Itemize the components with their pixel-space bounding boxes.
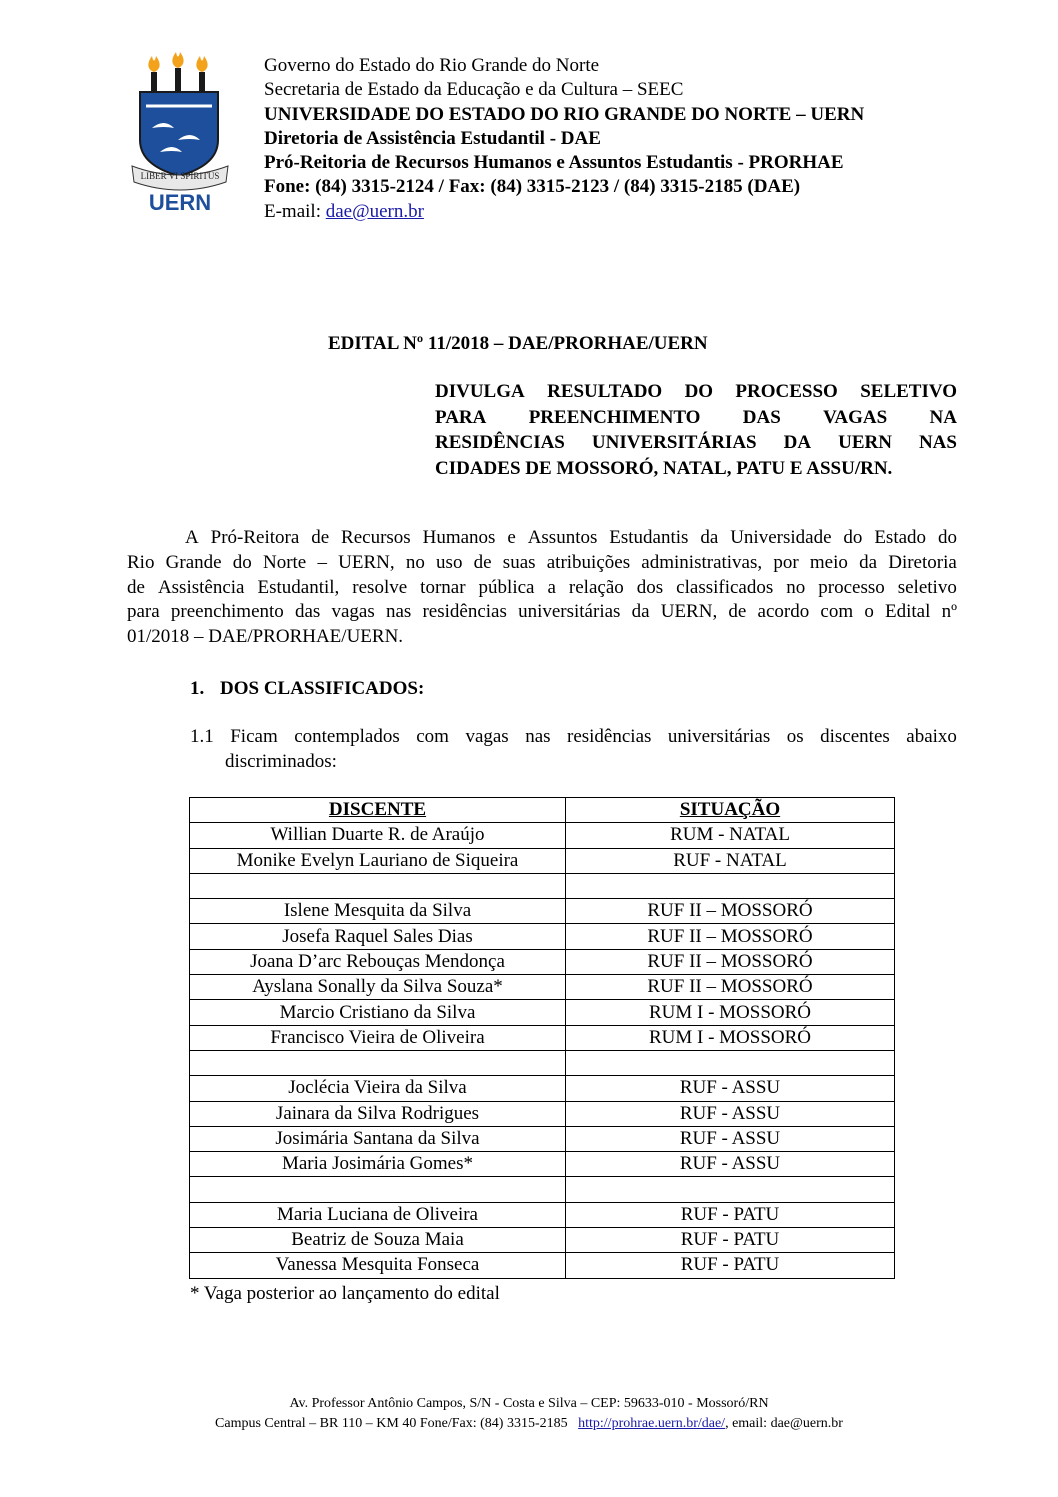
table-row (190, 1025, 895, 1050)
word: relação (568, 576, 624, 598)
word: tornar (420, 576, 466, 598)
student-name-cell: Beatriz de Souza Maia (190, 1228, 566, 1253)
paragraph-line (127, 600, 957, 625)
torch-icon (148, 56, 159, 94)
word: do (937, 527, 957, 548)
student-name-cell: Marcio Cristiano da Silva (190, 1000, 566, 1025)
word: Ficam (230, 726, 278, 747)
table-header-row (190, 798, 895, 823)
student-name-cell (190, 1050, 566, 1075)
word: SELETIVO (860, 381, 957, 402)
word: Recursos (341, 527, 411, 548)
word: da (859, 551, 878, 573)
word: processo (818, 576, 885, 598)
word: A (185, 527, 199, 548)
footer-url-link[interactable]: http://prohrae.uern.br/dae/ (578, 1416, 726, 1431)
table-row (190, 1050, 895, 1075)
word: abaixo (906, 726, 957, 747)
student-name-cell: Vanessa Mesquita Fonseca (190, 1253, 566, 1278)
torch-icon (196, 56, 207, 94)
word: nas (385, 601, 412, 623)
word: – (317, 551, 327, 573)
word: pública (478, 576, 535, 598)
footnote: * Vaga posterior ao lançamento do edital (190, 1283, 500, 1304)
header-line: Fone: (84) 3315-2124 / Fax: (84) 3315-2123 / (84) 3315-2185 (DAE) (264, 176, 801, 198)
residence-cell: RUF - PATU (566, 1253, 895, 1278)
table-row (190, 949, 895, 974)
residence-cell: RUM I - MOSSORÓ (566, 1000, 895, 1025)
word: universitárias (667, 726, 771, 747)
ementa-line (435, 456, 957, 482)
email-label: E-mail: (264, 200, 321, 222)
intro-paragraph (127, 526, 957, 650)
word: da (700, 527, 719, 548)
student-name-cell: Monike Evelyn Lauriano de Siqueira (190, 848, 566, 873)
word: de (127, 576, 145, 598)
word: no (786, 576, 806, 598)
table-row (190, 1076, 895, 1101)
table-row (190, 823, 895, 848)
student-name-cell (190, 873, 566, 898)
table-row (190, 1177, 895, 1202)
word: para (127, 601, 160, 623)
residence-cell: RUF II – MOSSORÓ (566, 899, 895, 924)
residence-cell: RUF - ASSU (566, 1126, 895, 1151)
word: UERN, (660, 601, 718, 623)
header-line: Diretoria de Assistência Estudantil - DAE (264, 127, 601, 149)
student-name-cell: Islene Mesquita da Silva (190, 899, 566, 924)
word: o (864, 601, 874, 623)
student-name-cell: Maria Luciana de Oliveira (190, 1202, 566, 1227)
paragraph-line (127, 625, 957, 650)
word: Pró-Reitora (210, 527, 300, 548)
header-line: Secretaria de Estado da Educação e da Cultura – SEEC (264, 79, 684, 101)
word: DAS (742, 406, 781, 428)
word: acordo (757, 601, 810, 623)
residence-cell: RUF II – MOSSORÓ (566, 924, 895, 949)
word: Assistência (157, 576, 245, 598)
student-name-cell: Joclécia Vieira da Silva (190, 1076, 566, 1101)
student-name-cell: Maria Josimária Gomes* (190, 1152, 566, 1177)
table-row (190, 873, 895, 898)
word: UERN, (338, 551, 395, 573)
word: VAGAS (823, 406, 888, 428)
residence-cell (566, 873, 895, 898)
word: seletivo (897, 576, 957, 598)
word: Estado (874, 527, 927, 548)
student-name-cell: Willian Duarte R. de Araújo (190, 823, 566, 848)
word: PREENCHIMENTO (528, 406, 701, 428)
table-row (190, 1101, 895, 1126)
residence-cell: RUF - ASSU (566, 1101, 895, 1126)
word: Humanos (422, 527, 496, 548)
section-number: 1. (190, 678, 205, 699)
word: meio (809, 551, 848, 573)
residence-cell: RUF - NATAL (566, 848, 895, 873)
word: CIDADES DE MOSSORÓ, NATAL, PATU E ASSU/RN. (435, 457, 893, 479)
subsection-line (190, 724, 957, 749)
residence-cell: RUF - ASSU (566, 1152, 895, 1177)
word: e (507, 527, 516, 548)
table-row (190, 924, 895, 949)
subsection-1-1 (190, 724, 957, 774)
word: administrativas, (641, 551, 763, 573)
student-name-cell: Jainara da Silva Rodrigues (190, 1101, 566, 1126)
subsection-line: discriminados: (225, 751, 337, 772)
word: 1.1 (190, 726, 214, 747)
residence-cell (566, 1177, 895, 1202)
table-row (190, 899, 895, 924)
word: nº (941, 601, 957, 623)
footer-address: Av. Professor Antônio Campos, S/N - Costa e Silva – CEP: 59633-010 - Mossoró/RN (289, 1396, 769, 1411)
ementa-line (435, 430, 957, 456)
word: das (294, 601, 321, 623)
residence-cell: RUF - ASSU (566, 1076, 895, 1101)
residence-cell: RUF - PATU (566, 1202, 895, 1227)
residence-cell (566, 1050, 895, 1075)
residence-cell: RUF - PATU (566, 1228, 895, 1253)
table-row (190, 1126, 895, 1151)
residence-cell: RUF II – MOSSORÓ (566, 975, 895, 1000)
word: a (547, 576, 556, 598)
column-header: DISCENTE (190, 798, 566, 823)
ementa (435, 379, 957, 481)
letterhead (264, 54, 864, 224)
logo-text: UERN (148, 190, 212, 214)
word: 01/2018 – DAE/PRORHAE/UERN. (127, 626, 404, 648)
word: Norte (262, 551, 307, 573)
word: uso (436, 551, 463, 573)
residence-cell: RUF II – MOSSORÓ (566, 949, 895, 974)
word: de (473, 551, 492, 573)
word: DO (684, 381, 714, 402)
word: por (773, 551, 799, 573)
table-row (190, 1152, 895, 1177)
word: Edital (885, 601, 931, 623)
table-row (190, 1202, 895, 1227)
table-row (190, 1228, 895, 1253)
table-row (190, 848, 895, 873)
word: RESIDÊNCIAS (435, 432, 565, 453)
ementa-line (435, 405, 957, 431)
student-name-cell: Ayslana Sonally da Silva Souza* (190, 975, 566, 1000)
student-name-cell: Joana D’arc Rebouças Mendonça (190, 949, 566, 974)
word: RESULTADO (547, 381, 663, 402)
word: PARA (435, 406, 487, 428)
word: dos (636, 576, 664, 598)
word: nas (525, 726, 551, 747)
section-title: DOS CLASSIFICADOS: (220, 678, 425, 699)
word: discentes (820, 726, 890, 747)
table-row (190, 1000, 895, 1025)
word: vagas (331, 601, 375, 623)
word: classificados (676, 576, 774, 598)
word: com (416, 726, 449, 747)
word: PROCESSO (735, 381, 838, 402)
word: de (728, 601, 747, 623)
uern-logo (130, 48, 230, 214)
table-row (190, 975, 895, 1000)
word: Assuntos (527, 527, 598, 548)
footer-contact (0, 1416, 1058, 1432)
logo-motto: LIBER VI SPIRITUS (140, 171, 220, 181)
word: os (786, 726, 804, 747)
word: Diretoria (888, 551, 957, 573)
section-heading (190, 678, 424, 700)
word: residências (422, 601, 507, 623)
student-name-cell (190, 1177, 566, 1202)
word: residências (567, 726, 652, 747)
word: DIVULGA (435, 381, 525, 402)
word: vagas (465, 726, 509, 747)
word: do (843, 527, 863, 548)
word: NA (929, 406, 957, 428)
word: Estudantil, (257, 576, 340, 598)
word: da (631, 601, 650, 623)
word: Rio (127, 551, 155, 573)
shield-icon (140, 92, 218, 176)
word: atribuições (546, 551, 631, 573)
paragraph-line (127, 551, 957, 576)
header-email-line (264, 200, 864, 224)
word: do (232, 551, 252, 573)
table-row (190, 1253, 895, 1278)
word: Universidade (730, 527, 832, 548)
word: Grande (165, 551, 222, 573)
classified-table (189, 797, 895, 1279)
column-header: SITUAÇÃO (566, 798, 895, 823)
student-name-cell: Josimária Santana da Silva (190, 1126, 566, 1151)
email-link[interactable]: dae@uern.br (325, 200, 424, 222)
student-name-cell: Francisco Vieira de Oliveira (190, 1025, 566, 1050)
header-line: Governo do Estado do Rio Grande do Norte (264, 55, 600, 76)
paragraph-line (127, 576, 957, 601)
word: UNIVERSITÁRIAS (591, 432, 757, 453)
word: universitárias (518, 601, 621, 623)
edital-title: EDITAL Nº 11/2018 – DAE/PRORHAE/UERN (328, 333, 708, 354)
word: NAS (918, 432, 957, 453)
torch-icon (172, 52, 183, 94)
student-name-cell: Josefa Raquel Sales Dias (190, 924, 566, 949)
word: suas (502, 551, 536, 573)
footer-email: , email: dae@uern.br (725, 1416, 843, 1431)
word: no (405, 551, 425, 573)
footer-campus: Campus Central – BR 110 – KM 40 Fone/Fax: (84) 3315-2185 (215, 1416, 568, 1431)
word: contemplados (294, 726, 400, 747)
word: preenchimento (170, 601, 284, 623)
word: DA (783, 432, 812, 453)
paragraph-line (127, 526, 957, 551)
residence-cell: RUM I - MOSSORÓ (566, 1025, 895, 1050)
ementa-line (435, 379, 957, 405)
header-line: UNIVERSIDADE DO ESTADO DO RIO GRANDE DO NORTE – UERN (264, 103, 865, 125)
header-line: Pró-Reitoria de Recursos Humanos e Assuntos Estudantis - PRORHAE (264, 152, 844, 174)
word: resolve (352, 576, 408, 598)
word: UERN (838, 432, 892, 453)
residence-cell: RUM - NATAL (566, 823, 895, 848)
word: de (311, 527, 330, 548)
word: com (820, 601, 854, 623)
word: Estudantis (609, 527, 689, 548)
